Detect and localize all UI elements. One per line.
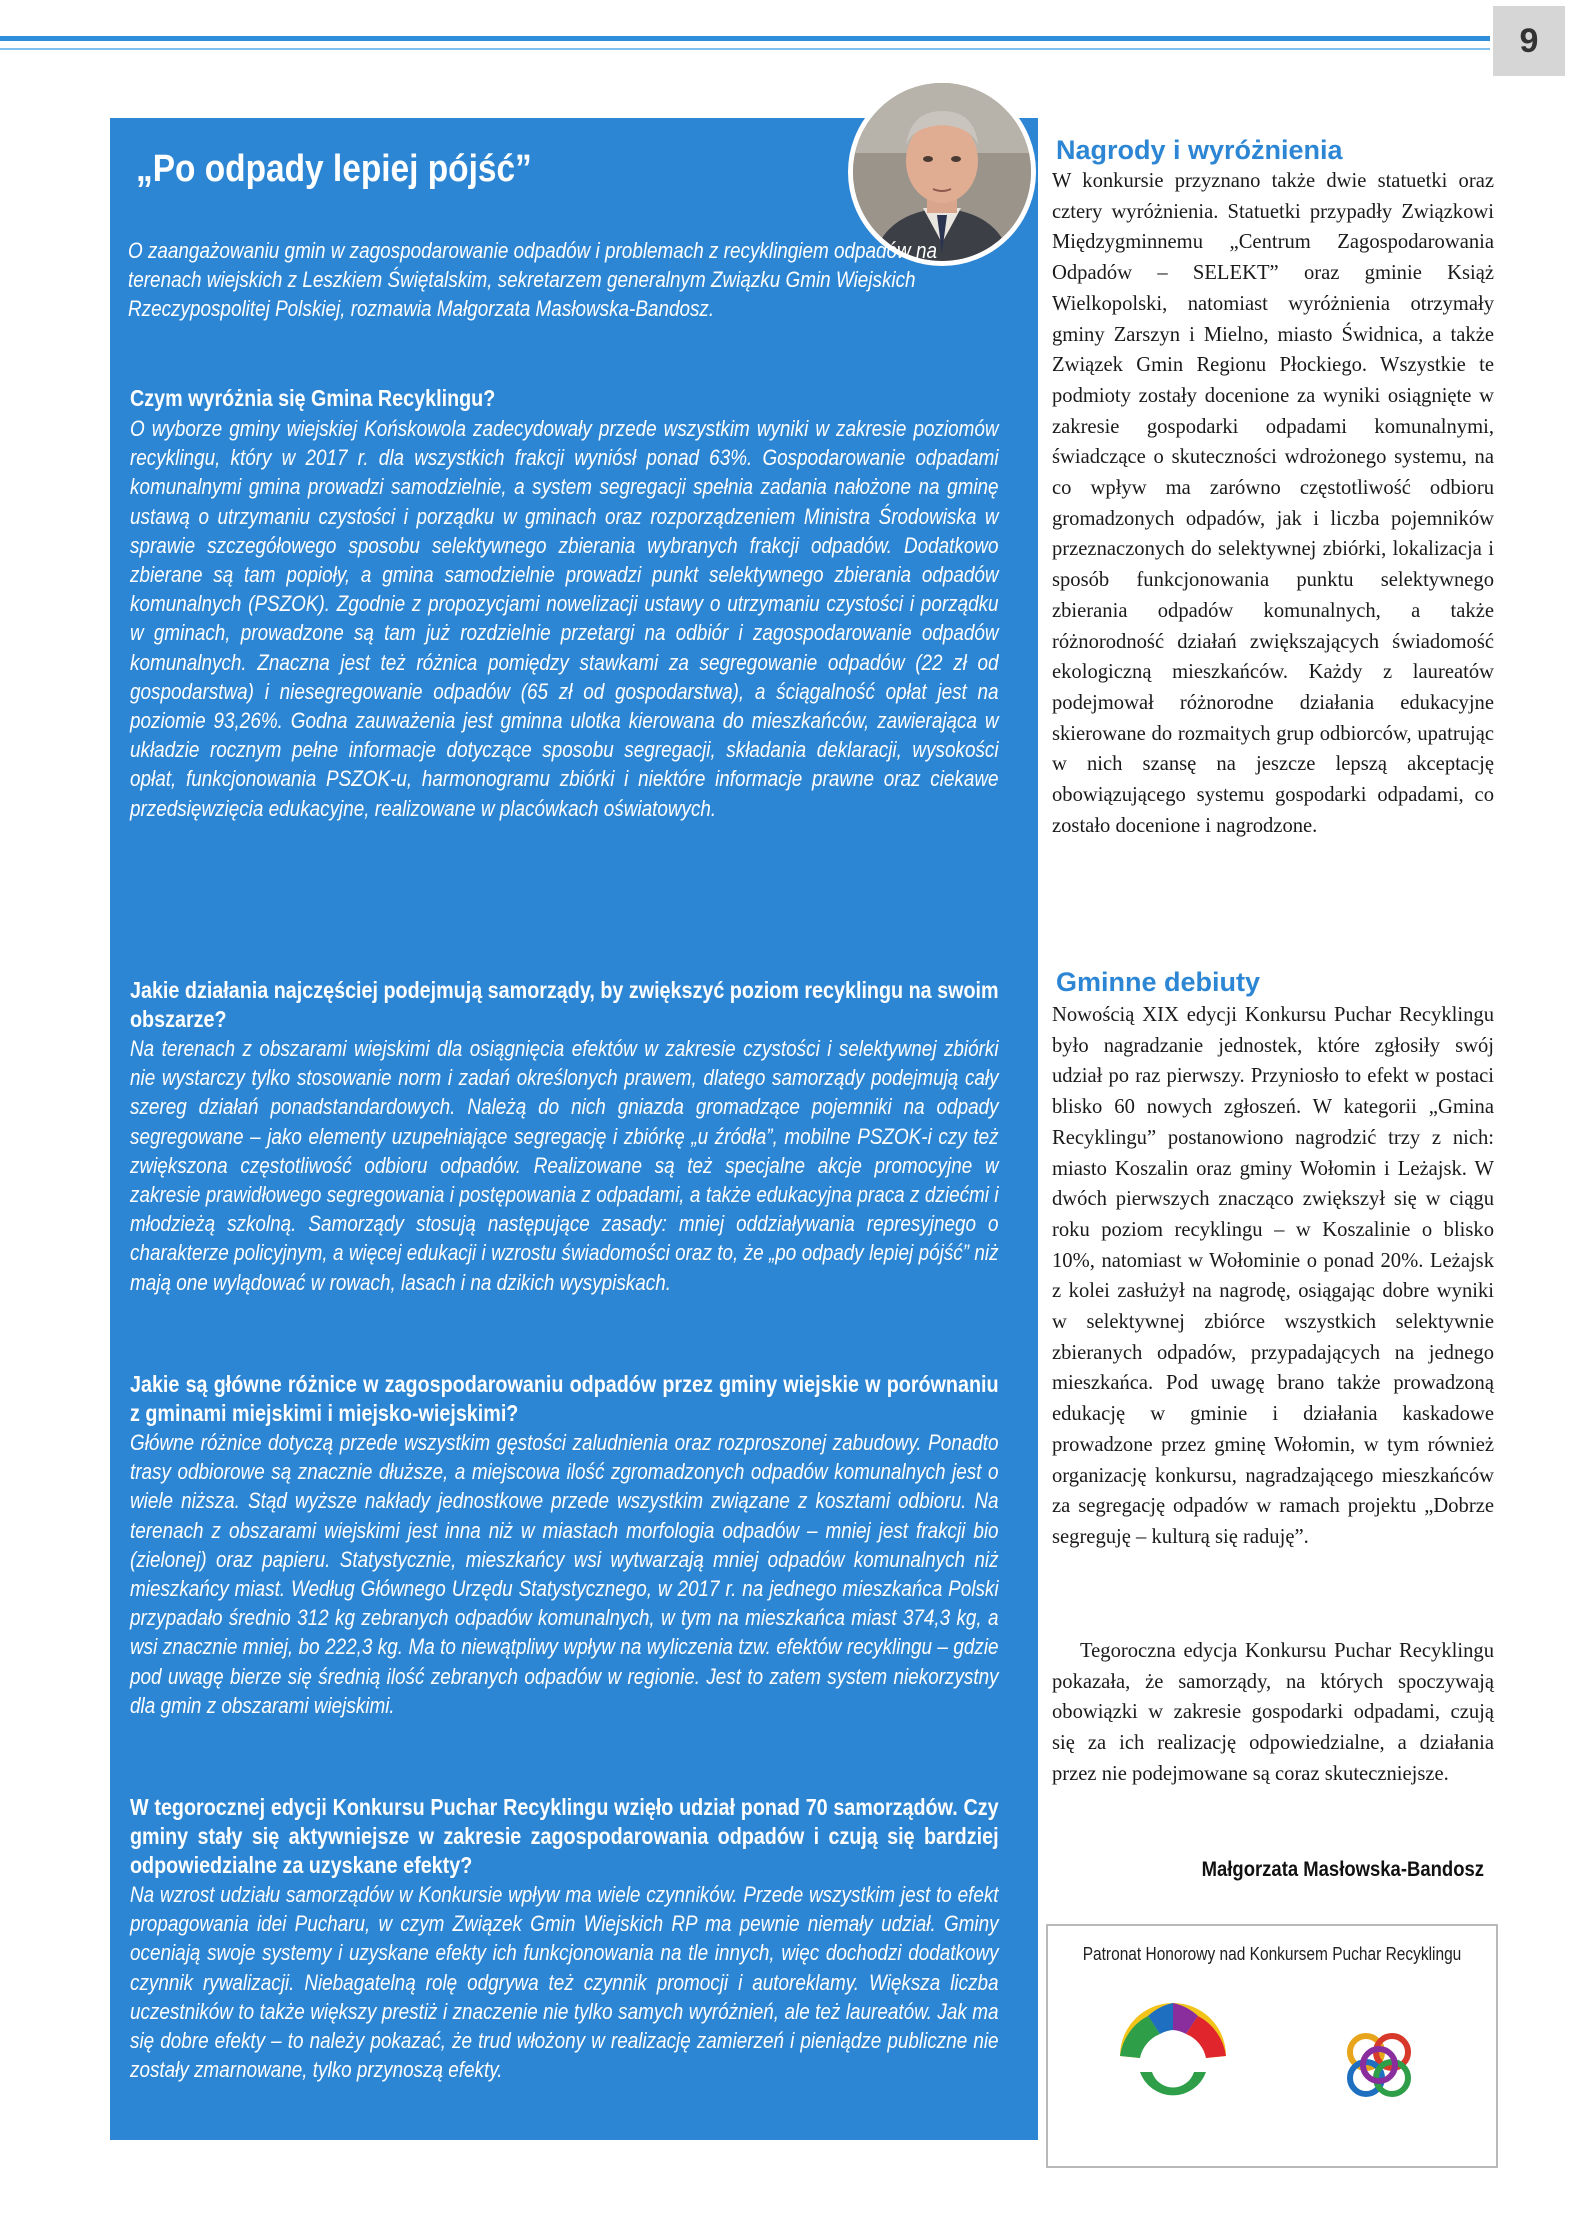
sidebar-text-debuts: Nowością XIX edycji Konkursu Puchar Recyklingu było nagradzanie jednostek, które zgłosiły swój udział po raz pierwszy. Przyniosło to efekt w postaci blisko 60 nowych zgłoszeń. W kategorii „Gmina Recyklingu” postanowiono nagrodzić trzy z nich: miasto Koszalin oraz gminy Wołomin i Leżajsk. W dwóch pierwszych znacząco zwiększył się w ciągu roku poziom recyklingu – w Koszalinie o blisko 10%, natomiast w Wołominie o ponad 20%. Leżajsk z kolei zasłużył na nagrodę, osiągając dobre wyniki w selektywnej zbiórce wszystkich selektywnie zbieranych odpadów, przypadających na jednego mieszkańca. Pod uwagę brano także prowadzoną edukację w gminie i działania kaskadowe prowadzone przez gminę Wołomin, w tym również organizację konkursu, nagradzającego mieszkańców za segregację odpadów w ramach projektu „Dobrze segreguję – kulturą się raduję”.	[1052, 1004, 1494, 1548]
top-rule	[0, 36, 1490, 41]
article-title: „Po odpady lepiej pójść”	[136, 148, 532, 190]
sidebar-text-summary: Tegoroczna edycja Konkursu Puchar Recyklingu pokazała, że samorządy, na których spoczywają obowiązki w zakresie gospodarki odpadami, czują się za ich realizację odpowiedzialne, a działania przez nie podejmowane są coraz skuteczniejsze.	[1052, 1640, 1494, 1785]
patronage-box	[1046, 1924, 1498, 2168]
zgwrp-logo-icon	[1098, 1988, 1248, 2138]
sidebar-heading-awards: Nagrody i wyróżnienia	[1056, 135, 1343, 165]
answer-3: Główne różnice dotyczą przede wszystkim gęstości zaludnienia oraz rozproszonej zabudowy. Ponadto trasy odbiorowe są znacznie dłuższe, a miejscowa ilość zgromadzonych odpadów komunalnych jest o wiele niższa. Stąd wyższe nakłady jednostkowe przede wszystkim związane z kosztami odbioru. Na terenach z obszarami wiejskimi jest inna niż w miastach morfologia odpadów – mniej jest frakcji bio (zielonej) oraz papieru. Statystycznie, mieszkańcy wsi wytwarzają mniej odpadów komunalnych niż mieszkańcy miast. Według Głównego Urzędu Statystycznego, w 2017 r. na jednego mieszkańca Polski przypadało średnio 312 kg zebranych odpadów komunalnych, w tym na mieszkańca miast 374,3 kg, a wsi znacznie mniej, bo 222,3 kg. Ma to niewątpliwy wpływ na wyliczenia tzw. efektów recyklingu – gdzie pod uwagę bierze się średnią ilość zebranych odpadów w regionie. Jest to zatem system niekorzystny dla gmin z obszarami wiejskimi.	[130, 1430, 999, 1718]
article-intro: O zaangażowaniu gmin w zagospodarowanie odpadów i problemach z recyklingiem odpadów na terenach wiejskich z Leszkiem Świętalskim, sekretarzem generalnym Związku Gmin Wiejskich Rzeczypospolitej Polskiej, rozmawia Małgorzata Masłowska-Bandosz.	[128, 238, 937, 321]
question-2: Jakie działania najczęściej podejmują samorządy, by zwiększyć poziom recyklingu na swoim obszarze?	[130, 977, 999, 1032]
question-4: W tegorocznej edycji Konkursu Puchar Recyklingu wzięło udział ponad 70 samorządów. Czy gminy stały się aktywniejsze w zakresie zagospodarowania odpadów i czują się bardziej odpowiedzialne za uzyskane efekty?	[130, 1794, 999, 1878]
answer-1: O wyborze gminy wiejskiej Końskowola zadecydowały przede wszystkim wyniki w zakresie poziomów recyklingu, który w 2017 r. dla wszystkich frakcji wyniósł ponad 63%. Gospodarowanie odpadami komunalnymi gmina prowadzi samodzielnie, a system segregacji spełnia zadania nałożone na gminę ustawą o utrzymaniu czystości i porządku w gminach oraz rozporządzeniem Ministra Środowiska w sprawie szczegółowego sposobu selektywnego zbierania wybranych frakcji odpadów. Dodatkowo zbierane są tam popioły, a gmina samodzielnie prowadzi punkt selektywnego zbierania odpadów komunalnych (PSZOK). Zgodnie z propozycjami nowelizacji ustawy o utrzymaniu czystości i porządku w gminach, prowadzone są tam już rozdzielnie przetargi na odbiór i zagospodarowanie odpadów komunalnych. Znaczna jest też różnica pomiędzy stawkami za segregowanie odpadów (22 zł od gospodarstwa) i niesegregowanie odpadów (65 zł od gospodarstwa), a ściągalność opłat jest na poziomie 93,26%. Godna zauważenia jest gminna ulotka kierowana do mieszkańców, zawierająca w układzie rocznym pełne informacje dotyczące sposobu segregacji, składania deklaracji, wysokości opłat, funkcjonowania PSZOK-u, harmonogramu zbiórki i niektóre informacje prawne oraz ciekawe przedsięwzięcia edukacyjne, realizowane w placówkach oświatowych.	[130, 416, 999, 821]
portrait-illustration	[853, 83, 1031, 261]
author-signature: Małgorzata Masłowska-Bandosz	[1201, 1858, 1484, 1881]
page-number: 9	[1493, 6, 1565, 76]
top-rule-thin	[0, 48, 1490, 50]
question-1: Czym wyróżnia się Gmina Recyklingu?	[130, 385, 496, 411]
question-3: Jakie są główne różnice w zagospodarowaniu odpadów przez gminy wiejskie w porównaniu z gminami miejskimi i miejsko-wiejskimi?	[130, 1371, 999, 1426]
zmp-logo-icon	[1304, 1988, 1454, 2138]
patronage-label: Patronat Honorowy nad Konkursem Puchar Recyklingu	[1082, 1944, 1462, 1964]
answer-2: Na terenach z obszarami wiejskimi dla osiągnięcia efektów w zakresie czystości i selektywnej zbiórki nie wystarczy tylko stosowanie norm i zadań określonych prawem, dlatego samorządy podejmują cały szereg działań ponadstandardowych. Należą do nich gniazda gromadzące pojemniki na odpady segregowane – jako elementy uzupełniające segregację i zbiórkę „u źródła”, mobilne PSZOK-i czy też zwiększona częstotliwość odbioru odpadów. Realizowane są też specjalne akcje promocyjne w zakresie prawidłowego segregowania i postępowania z odpadami, a także edukacyjna praca z dziećmi i młodzieżą szkolną. Samorządy stosują następujące zasady: mniej oddziaływania represyjnego o charakterze policyjnym, a więcej edukacji i wzrostu świadomości oraz to, że „po odpady lepiej pójść” niż mają one wylądować w rowach, lasach i na dzikich wysypiskach.	[130, 1036, 999, 1295]
sidebar-heading-debuts: Gminne debiuty	[1056, 967, 1261, 997]
answer-4: Na wzrost udziału samorządów w Konkursie wpływ ma wiele czynników. Przede wszystkim jest to efekt propagowania idei Pucharu, w czym Związek Gmin Wiejskich RP ma pewnie niemały udział. Gminy oceniają swoje systemy i uzyskane efekty ich funkcjonowania na tle innych, więc dochodzi dodatkowy czynnik rywalizacji. Niebagatelną rolę odgrywa też czynnik promocji i autoreklamy. Większa liczba uczestników to także większy prestiż i znaczenie nie tylko samych wyróżnień, ale też laureatów. Jak ma się dobre efekty – to należy pokazać, że trud włożony w realizację zamierzeń i pieniądze publiczne nie zostały zmarnowane, tylko przynoszą efekty.	[130, 1882, 999, 2083]
sidebar-text-awards: W konkursie przyznano także dwie statuetki oraz cztery wyróżnienia. Statuetki przypadły Związkowi Międzygminnemu „Centrum Zagospodarowania Odpadów – SELEKT” oraz gminie Książ Wielkopolski, natomiast wyróżnienia otrzymały gminy Zarszyn i Mielno, miasto Świdnica, a także Związek Gmin Regionu Płockiego. Wszystkie te podmioty zostały docenione za wyniki osiągnięte w zakresie gospodarki odpadami komunalnymi, świadczące o skuteczności wdrożonego systemu, na co wpływ ma zarówno częstotliwość odbioru gromadzonych odpadów, jak i liczba pojemników przeznaczonych do selektywnej zbiórki, lokalizacja i sposób funkcjonowania punktu selektywnego zbierania odpadów komunalnych, a także różnorodność działań zwiększających świadomość ekologiczną mieszkańców. Każdy z laureatów podejmował różnorodne działania edukacyjne skierowane do rozmaitych grup odbiorców, upatrując w nich szansę na jeszcze lepszą akceptację obowiązującego systemu gospodarki odpadami, co zostało docenione i nagrodzone.	[1052, 170, 1494, 837]
